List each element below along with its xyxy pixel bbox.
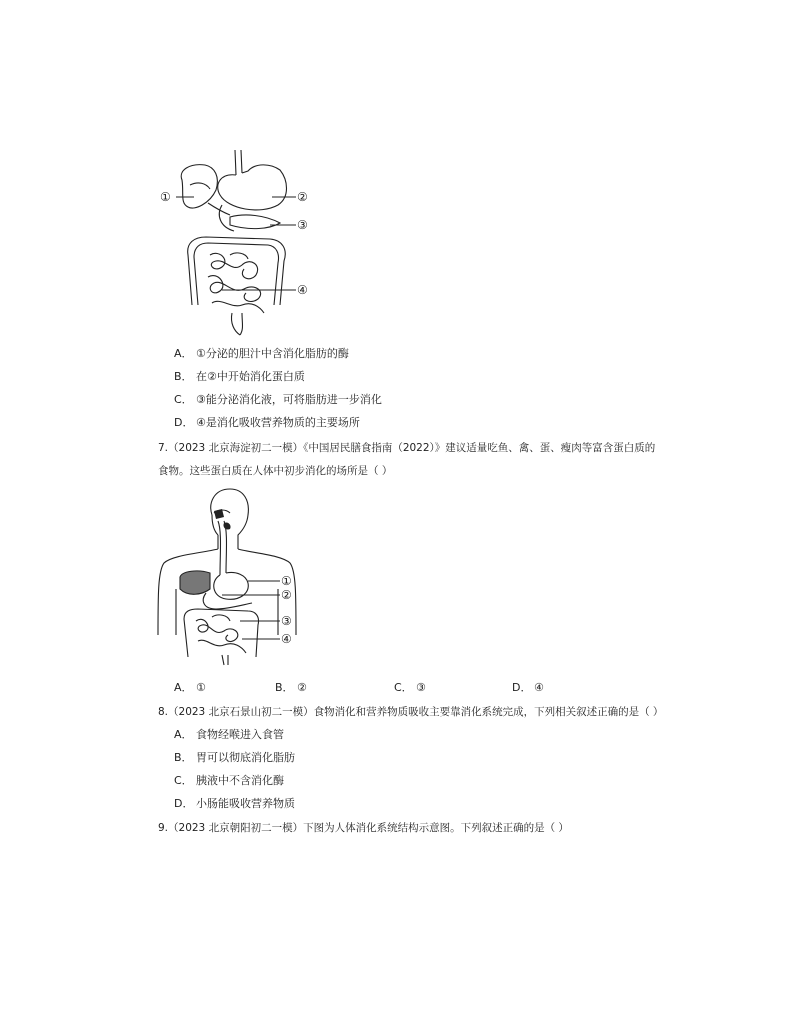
option-text: 胰液中不含消化酶 [196, 774, 284, 787]
q7-option-b [275, 680, 307, 696]
q7-option-a [174, 680, 206, 696]
q8-option-c [174, 773, 284, 789]
option-text: ① [196, 681, 206, 694]
figure1-label-3: ③ [297, 218, 308, 232]
option-text: ④是消化吸收营养物质的主要场所 [196, 416, 360, 429]
option-letter: B． [174, 751, 193, 764]
option-text: ③能分泌消化液，可将脂肪进一步消化 [196, 393, 382, 406]
option-letter: C． [174, 774, 193, 787]
option-letter: C． [174, 393, 193, 406]
q9-stem: 9.（2023 北京朝阳初二一模）下图为人体消化系统结构示意图。下列叙述正确的是（ ） [158, 822, 569, 834]
q7-option-d [512, 680, 544, 696]
figure2-label-4: ④ [281, 632, 292, 646]
q8-option-a [174, 727, 284, 743]
option-letter: B． [275, 681, 294, 694]
figure2-label-1: ① [281, 574, 292, 588]
q6-option-c [174, 392, 382, 408]
figure2-label-3: ③ [281, 614, 292, 628]
q7-option-c [394, 680, 426, 696]
option-text: 在②中开始消化蛋白质 [196, 370, 305, 383]
figure2-label-2: ② [281, 588, 292, 602]
option-letter: D． [174, 797, 194, 810]
digestive-system-figure-2 [152, 485, 302, 667]
digestive-system-figure-1 [150, 145, 320, 340]
option-letter: A． [174, 728, 193, 741]
q7-stem-line-1: 7.（2023 北京海淀初二一模）《中国居民膳食指南（2022）》建议适量吃鱼、禽、蛋、瘦肉等富含蛋白质的 [158, 442, 656, 454]
option-text: 胃可以彻底消化脂肪 [196, 751, 295, 764]
option-letter: D． [174, 416, 194, 429]
q6-option-d [174, 415, 360, 431]
option-letter: A． [174, 681, 193, 694]
q7-stem-line-2: 食物。这些蛋白质在人体中初步消化的场所是（ ） [158, 465, 393, 477]
option-text: ①分泌的胆汁中含消化脂肪的酶 [196, 347, 349, 360]
option-text: ④ [534, 681, 544, 694]
option-letter: D． [512, 681, 532, 694]
figure1-label-2: ② [297, 190, 308, 204]
option-text: ② [297, 681, 307, 694]
q6-option-b [174, 369, 305, 385]
q8-option-b [174, 750, 295, 766]
option-text: ③ [416, 681, 426, 694]
option-text: 食物经喉进入食管 [196, 728, 284, 741]
figure1-label-4: ④ [297, 283, 308, 297]
option-letter: A． [174, 347, 193, 360]
option-letter: C． [394, 681, 413, 694]
option-text: 小肠能吸收营养物质 [196, 797, 295, 810]
figure1-label-1: ① [160, 190, 171, 204]
option-letter: B． [174, 370, 193, 383]
q8-stem: 8.（2023 北京石景山初二一模）食物消化和营养物质吸收主要靠消化系统完成，下列相关叙述正确的是（ ） [158, 706, 664, 718]
q6-option-a [174, 346, 349, 362]
q8-option-d [174, 796, 295, 812]
